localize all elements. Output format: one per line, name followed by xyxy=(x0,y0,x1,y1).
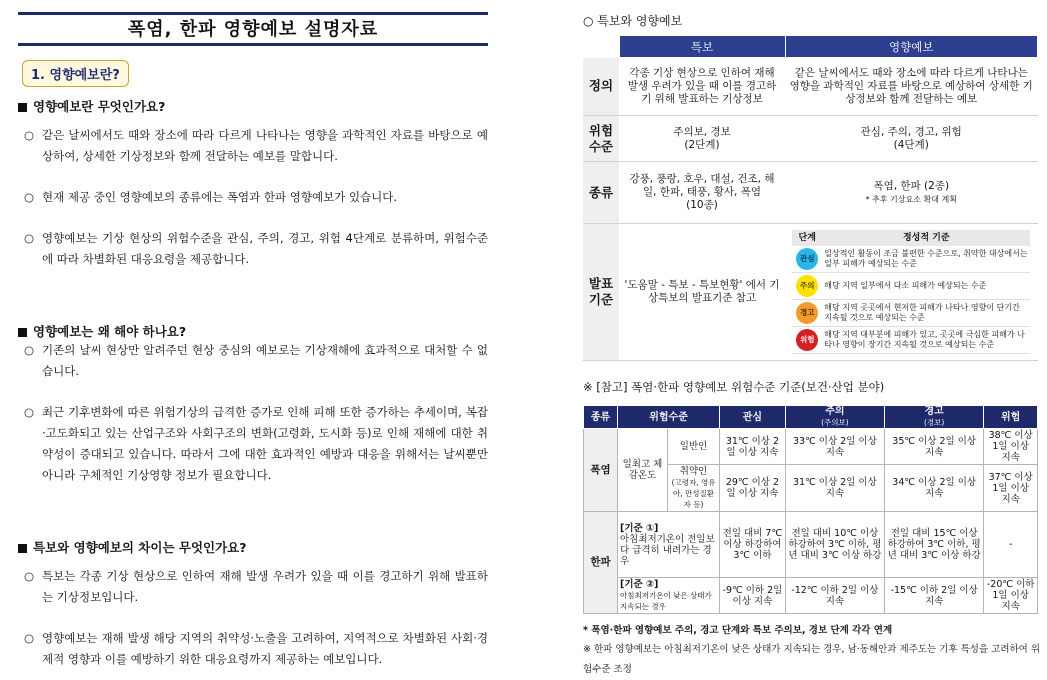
row-group-label: 폭염 xyxy=(584,429,618,512)
circle-bullet-icon: ○ xyxy=(24,190,35,204)
page-title: 폭염, 한파 영향예보 설명자료 xyxy=(18,12,488,46)
table-cell: 전일 대비 15℃ 이상 하강하여 3℃ 이하, 평년 대비 3℃ 이상 하강 xyxy=(885,512,984,578)
paragraph: ○ 기존의 날씨 현상만 알려주던 현상 중심의 예보로는 기상재해에 효과적으로 대처할 수 없습니다. xyxy=(18,340,488,382)
column-header: 관심 xyxy=(720,406,786,429)
column-header: 특보 xyxy=(619,36,785,58)
table-cell: 31℃ 이상 2일 이상 지속 xyxy=(720,429,786,465)
level-description: 해당 지역 대부분에 피해가 있고, 곳곳에 극심한 피해가 나타나 영향이 장기간 지속될 것으로 예상되는 수준 xyxy=(822,327,1030,354)
reference-title: ※ [참고] 폭염·한파 영향예보 위험수준 기준(보건·산업 분야) xyxy=(583,380,885,394)
table-cell: -12℃ 이하 2일 이상 지속 xyxy=(785,578,884,614)
column-header: 위험 xyxy=(984,406,1038,429)
inner-header: 단계 xyxy=(792,230,822,246)
table-cell: 각종 기상 현상으로 인하여 재해 발생 우려가 있을 때 이를 경고하기 위해 발표하는 기상정보 xyxy=(619,58,785,116)
comparison-table xyxy=(583,35,1038,361)
table-cell: -15℃ 이하 2일 이상 지속 xyxy=(885,578,984,614)
column-header: 경고 (경보) xyxy=(885,406,984,429)
level-description: 일상적인 활동이 조금 불편한 수준으로, 취약한 대상에서는 일부 피해가 예상되는 수준 xyxy=(822,246,1030,273)
column-header: 영향예보 xyxy=(785,36,1038,58)
level-badge-icon: 위험 xyxy=(796,329,818,351)
table-cell: '도움말 - 특보 - 특보현황' 에서 기상특보의 발표기준 참고 xyxy=(619,224,785,361)
question-heading: 영향예보란 무엇인가요? xyxy=(18,97,488,115)
compare-title: ○ 특보와 영향예보 xyxy=(583,14,683,28)
circle-bullet-icon: ○ xyxy=(24,569,35,583)
table-cell: 관심, 주의, 경고, 위험 (4단계) xyxy=(785,116,1038,162)
row-header: 위험 수준 xyxy=(583,116,619,162)
level-description: 해당 지역 곳곳에서 현저한 피해가 나타나 영향이 단기간 지속될 것으로 예상되는 수준 xyxy=(822,300,1030,327)
table-cell: [기준 ②] 아침최저기온이 낮은 상태가 지속되는 경우 xyxy=(618,578,720,614)
circle-bullet-icon: ○ xyxy=(24,128,35,142)
row-header: 정의 xyxy=(583,58,619,116)
risk-level-table xyxy=(583,405,1038,614)
table-cell: -9℃ 이하 2일 이상 지속 xyxy=(720,578,786,614)
table-cell: 33℃ 이상 2일 이상 지속 xyxy=(785,429,884,465)
row-header: 발표 기준 xyxy=(583,224,619,361)
table-cell: 취약인 (고령자, 영유아, 만성질환자 등) xyxy=(668,465,720,512)
inner-header: 정성적 기준 xyxy=(822,230,1030,246)
table-cell: 29℃ 이상 2일 이상 지속 xyxy=(720,465,786,512)
paragraph: ○ 최근 기후변화에 따른 위험기상의 급격한 증가로 인해 피해 또한 증가하는 추세이며, 복잡·고도화되고 있는 산업구조와 사회구조의 변화(고령화, 도시화 등)로 인해 재해에 대한 취약성이 증대되고 있습니다. 따라서 그에 대한 효과적인 예방과 대응을 위해서는 날씨뿐만 아니라 구체적인 기상영향 정보가 필요합니다. xyxy=(18,402,488,486)
circle-bullet-icon: ○ xyxy=(24,231,35,245)
paragraph: ○ 영향예보는 재해 발생 해당 지역의 취약성·노출을 고려하여, 지역적으로 차별화된 사회·경제적 영향과 이를 예방하기 위한 대응요령까지 제공하는 예보입니다. xyxy=(18,628,488,670)
circle-bullet-icon: ○ xyxy=(24,343,35,357)
question-heading: 특보와 영향예보의 차이는 무엇인가요? xyxy=(18,538,488,556)
table-cell: - xyxy=(984,512,1038,578)
table-cell: [기준 ①] 아침최저기온이 전일보다 급격히 내려가는 경우 xyxy=(618,512,720,578)
table-cell: 31℃ 이상 2일 이상 지속 xyxy=(785,465,884,512)
level-criteria-table xyxy=(792,230,1030,354)
row-header: 종류 xyxy=(583,162,619,224)
level-description: 해당 지역 일부에서 다소 피해가 예상되는 수준 xyxy=(822,273,1030,300)
table-cell: 폭염, 한파 (2종) * 추후 기상요소 확대 계획 xyxy=(785,162,1038,224)
paragraph: ○ 현재 제공 중인 영향예보의 종류에는 폭염과 한파 영향예보가 있습니다. xyxy=(18,187,488,208)
circle-bullet-icon: ○ xyxy=(24,631,35,645)
right-column xyxy=(583,0,1043,675)
table-cell: 35℃ 이상 2일 이상 지속 xyxy=(885,429,984,465)
column-header: 주의 (주의보) xyxy=(785,406,884,429)
square-bullet-icon xyxy=(18,103,27,112)
section-heading: 1. 영향예보란? xyxy=(22,60,129,87)
table-cell: 37℃ 이상 1일 이상 지속 xyxy=(984,465,1038,512)
table-cell: 38℃ 이상 1일 이상 지속 xyxy=(984,429,1038,465)
table-cell: 같은 날씨에서도 때와 장소에 따라 다르게 나타나는 영향을 과학적인 자료를 바탕으로 예상하여 상세한 기상정보와 함께 전달하는 예보 xyxy=(785,58,1038,116)
square-bullet-icon xyxy=(18,328,27,337)
table-cell: -20℃ 이하 1일 이상 지속 xyxy=(984,578,1038,614)
table-cell: 주의보, 경보 (2단계) xyxy=(619,116,785,162)
question-heading: 영향예보는 왜 해야 하나요? xyxy=(18,322,488,340)
footnote: * 폭염·한파 영향예보 주의, 경고 단계와 특보 주의보, 경보 단계 각각 연계 xyxy=(583,625,893,636)
table-cell: 강풍, 풍랑, 호우, 대설, 건조, 해일, 한파, 태풍, 황사, 폭염 (10종) xyxy=(619,162,785,224)
paragraph: ○ 영향예보는 기상 현상의 위험수준을 관심, 주의, 경고, 위험 4단계로 분류하며, 위험수준에 따라 차별화된 대응요령을 제공합니다. xyxy=(18,228,488,270)
footnote: ※ 한파 영향예보는 아침최저기온이 낮은 상태가 지속되는 경우, 남·동해안과 제주도는 기후 특성을 고려하여 위험수준 조정 xyxy=(583,644,1041,675)
level-badge-icon: 주의 xyxy=(796,275,818,297)
table-cell: 일최고 체감온도 xyxy=(618,429,668,512)
column-header: 종류 xyxy=(584,406,618,429)
level-badge-icon: 경고 xyxy=(796,302,818,324)
circle-bullet-icon: ○ xyxy=(24,405,35,419)
table-cell: 전일 대비 7℃ 이상 하강하여 3℃ 이하 xyxy=(720,512,786,578)
table-cell: 일반인 xyxy=(668,429,720,465)
table-cell: 34℃ 이상 2일 이상 지속 xyxy=(885,465,984,512)
row-group-label: 한파 xyxy=(584,512,618,614)
left-column xyxy=(18,0,488,668)
paragraph: ○ 특보는 각종 기상 현상으로 인하여 재해 발생 우려가 있을 때 이를 경고하기 위해 발표하는 기상정보입니다. xyxy=(18,566,488,608)
level-badge-icon: 관심 xyxy=(796,248,818,270)
column-header: 위험수준 xyxy=(618,406,720,429)
square-bullet-icon xyxy=(18,544,27,553)
paragraph: ○ 같은 날씨에서도 때와 장소에 따라 다르게 나타나는 영향을 과학적인 자료를 바탕으로 예상하여, 상세한 기상정보와 함께 전달하는 예보를 말합니다. xyxy=(18,125,488,167)
table-cell xyxy=(785,224,1038,361)
table-cell: 전일 대비 10℃ 이상 하강하여 3℃ 이하, 평년 대비 3℃ 이상 하강 xyxy=(785,512,884,578)
